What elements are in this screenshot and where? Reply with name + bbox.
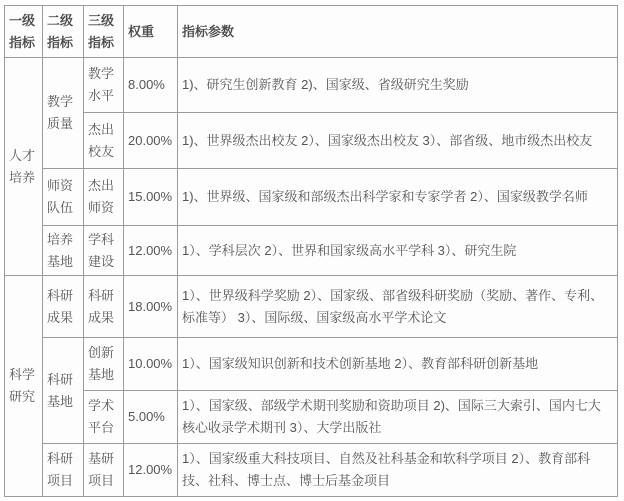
- l3-cell: 学科建设: [84, 226, 124, 276]
- params-cell: 1）、国家级、部级学术期刊奖励和资助项目 2)、国际三大索引、国内七大核心收录学术期刊 3）、大学出版社: [178, 391, 618, 444]
- table-row: [5, 169, 618, 226]
- params-cell: 1)、研究生创新教育 2)、国家级、省级研究生奖励: [178, 58, 618, 113]
- header-level3: 三级指标: [84, 6, 124, 58]
- l3-cell: 基研项目: [84, 444, 124, 497]
- l2-cell: 科研基地: [43, 338, 84, 444]
- header-weight: 权重: [124, 6, 178, 58]
- params-cell: 1)、世界级、国家级和部级杰出科学家和专家学者 2）、国家级教学名师: [178, 169, 618, 226]
- table-row: [5, 58, 618, 113]
- params-cell: 1）、国家级重大科技项目、自然及社科基金和软科学项目 2）、教育部科技、社科、博士点、博士后基金项目: [178, 444, 618, 497]
- l3-cell: 科研成果: [84, 276, 124, 338]
- l3-cell: 创新基地: [84, 338, 124, 391]
- params-cell: 1）、国家级知识创新和技术创新基地 2）、教育部科研创新基地: [178, 338, 618, 391]
- params-cell: 1)、世界级杰出校友 2）、国家级杰出校友 3）、部省级、地市级杰出校友: [178, 113, 618, 169]
- weight-cell: 15.00%: [124, 169, 178, 226]
- l3-cell: 杰出师资: [84, 169, 124, 226]
- weight-cell: 8.00%: [124, 58, 178, 113]
- indicator-table: [4, 5, 618, 497]
- weight-cell: 20.00%: [124, 113, 178, 169]
- l2-cell: 培养基地: [43, 226, 84, 276]
- l1-cell: 人才培养: [5, 58, 43, 276]
- l2-cell: 师资队伍: [43, 169, 84, 226]
- table-row: [5, 226, 618, 276]
- l3-cell: 杰出校友: [84, 113, 124, 169]
- table-row: [5, 276, 618, 338]
- weight-cell: 10.00%: [124, 338, 178, 391]
- l2-cell: 科研成果: [43, 276, 84, 338]
- l1-cell: 科学研究: [5, 276, 43, 497]
- weight-cell: 12.00%: [124, 444, 178, 497]
- weight-cell: 5.00%: [124, 391, 178, 444]
- header-row: [5, 6, 618, 58]
- table-row: [5, 113, 618, 169]
- table-row: [5, 338, 618, 391]
- l3-cell: 学术平台: [84, 391, 124, 444]
- l3-cell: 教学水平: [84, 58, 124, 113]
- header-params: 指标参数: [178, 6, 618, 58]
- l2-cell: 教学质量: [43, 58, 84, 169]
- l2-cell: 科研项目: [43, 444, 84, 497]
- weight-cell: 18.00%: [124, 276, 178, 338]
- table-row: [5, 444, 618, 497]
- params-cell: 1）、世界级科学奖励 2）、国家级、部省级科研奖励（奖励、著作、专利、标准等） 3）、国际级、国家级高水平学术论文: [178, 276, 618, 338]
- params-cell: 1）、学科层次 2）、世界和国家级高水平学科 3）、研究生院: [178, 226, 618, 276]
- weight-cell: 12.00%: [124, 226, 178, 276]
- header-level2: 二级指标: [43, 6, 84, 58]
- header-level1: 一级指标: [5, 6, 43, 58]
- table-row: [5, 391, 618, 444]
